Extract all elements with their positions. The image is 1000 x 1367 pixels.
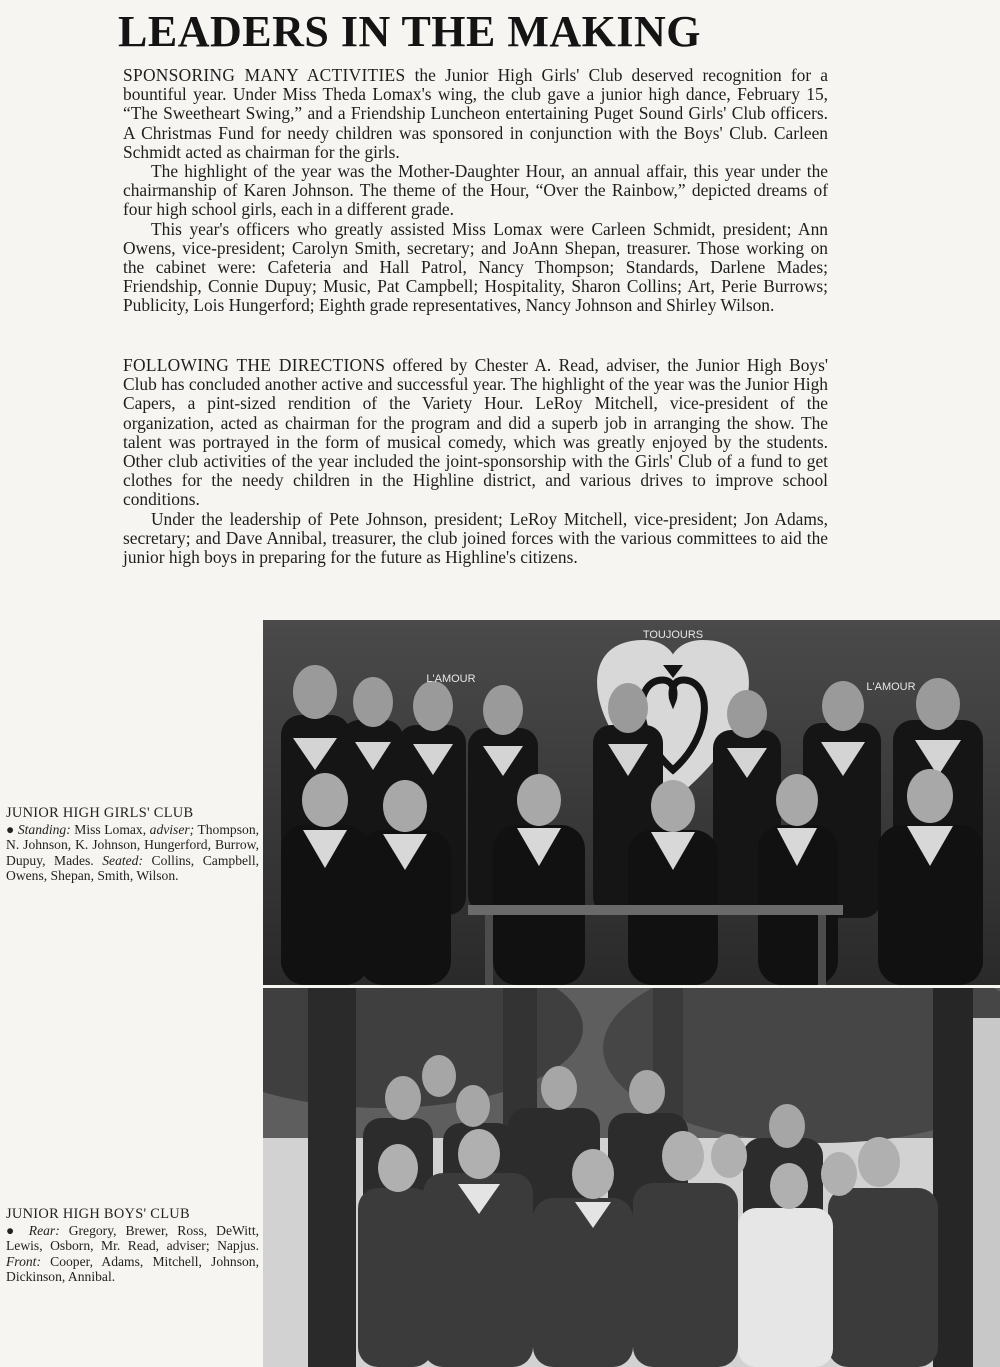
girls-article-lead: SPONSORING MANY ACTIVITIES <box>123 65 406 85</box>
boys-caption-rear-label: Rear: <box>28 1222 60 1238</box>
boys-caption-rear-text: Gregory, Brewer, Ross, DeWitt, Lewis, Osborn, Mr. Read, adviser; Napjus. <box>6 1222 259 1254</box>
girls-caption-standing-rest: Thompson, N. Johnson, K. Johnson, Hungerford, Burrow, Dupuy, Mades. <box>6 821 260 868</box>
banner-lamour-right: L'AMOUR <box>866 681 916 693</box>
banner-lamour-left: L'AMOUR <box>426 673 476 685</box>
girls-article-paragraph-3: This year's officers who greatly assisted Miss Lomax were Carleen Schmidt, president; Ann Owens, vice-president; Carolyn Smith, secretary; and JoAnn Shepan, treasurer. Those working on the cabinet were: Cafeteria and Hall Patrol, Nancy Thompson; Standards, Darlene Mades; Friendship, Connie Dupuy; Music, Pat Campbell; Hospitality, Sharon Collins; Art, Perie Burrows; Publicity, Lois Hungerford; Eighth grade representatives, Nancy Johnson and Shirley Wilson. <box>123 218 828 316</box>
boys-club-photo-image <box>263 988 1000 1367</box>
girls-caption-seated-label: Seated: <box>102 852 143 868</box>
girls-article-paragraph-2: The highlight of the year was the Mother-Daughter Hour, an annual affair, this year under the chairmanship of Karen Johnson. The theme of the Hour, “Over the Rainbow,” depicted dreams of four high school girls, each in a different grade. <box>123 161 828 220</box>
page-title: LEADERS IN THE MAKING <box>118 7 702 56</box>
girls-caption-standing-text: Miss Lomax, <box>70 821 150 837</box>
banner-toujours: TOUJOURS <box>642 629 704 641</box>
boys-caption-title: JUNIOR HIGH BOYS' CLUB <box>6 1206 190 1222</box>
boys-club-photo <box>263 988 1000 1367</box>
boys-club-article <box>123 356 828 567</box>
boys-club-caption <box>6 1207 259 1285</box>
girls-caption-standing-label: Standing: <box>17 821 71 837</box>
girls-caption-bullet: ● <box>6 821 18 837</box>
girls-caption-title: JUNIOR HIGH GIRLS' CLUB <box>6 805 194 821</box>
boys-caption-bullet: ● <box>6 1222 29 1238</box>
girls-club-photo-image <box>263 620 1000 985</box>
boys-article-paragraph-2: Under the leadership of Pete Johnson, president; LeRoy Mitchell, vice-president; Jon Adams, secretary; and Dave Annibal, treasurer, the club joined forces with the various committees to aid the junior high boys in preparing for the future as Highline's citizens. <box>123 508 828 568</box>
girls-article-p1-text: the Junior High Girls' Club deserved recognition for a bountiful year. Under Miss Theda Lomax's wing, the club gave a junior high dance, February 15, “The Sweetheart Swing,” and a Friendship Luncheon entertaining Puget Sound Girls' Club officers. A Christmas Fund for needy children was sponsored in conjunction with the Boys' Club. Carleen Schmidt acted as chairman for the girls. <box>123 65 828 162</box>
boys-article-paragraph-1 <box>123 356 828 510</box>
boys-article-lead: FOLLOWING THE DIRECTIONS <box>123 355 386 375</box>
boys-caption-front-text: Cooper, Adams, Mitchell, Johnson, Dickinson, Annibal. <box>6 1253 259 1285</box>
girls-club-caption <box>6 806 259 884</box>
boys-article-p1-text: offered by Chester A. Read, adviser, the Junior High Boys' Club has concluded another active and successful year. The highlight of the year was the Junior High Capers, a pint-sized rendition of the Variety Hour. LeRoy Mitchell, vice-president of the organization, acted as chairman for the program and did a superb job in arranging the show. The talent was portrayed in the form of musical comedy, which was greatly enjoyed by the students. Other club activities of the year included the joint-sponsorship with the Girls' Club of a fund to get clothes for the needy children in the Highline district, and various drives to improve school conditions. <box>123 355 829 510</box>
girls-article-paragraph-1 <box>123 66 828 162</box>
girls-club-article <box>123 66 828 316</box>
girls-caption-seated-text: Collins, Campbell, Owens, Shepan, Smith, Wilson. <box>6 852 259 884</box>
girls-club-photo <box>263 620 1000 985</box>
girls-caption-adviser-label: adviser; <box>149 821 195 837</box>
boys-caption-front-label: Front: <box>6 1253 41 1269</box>
